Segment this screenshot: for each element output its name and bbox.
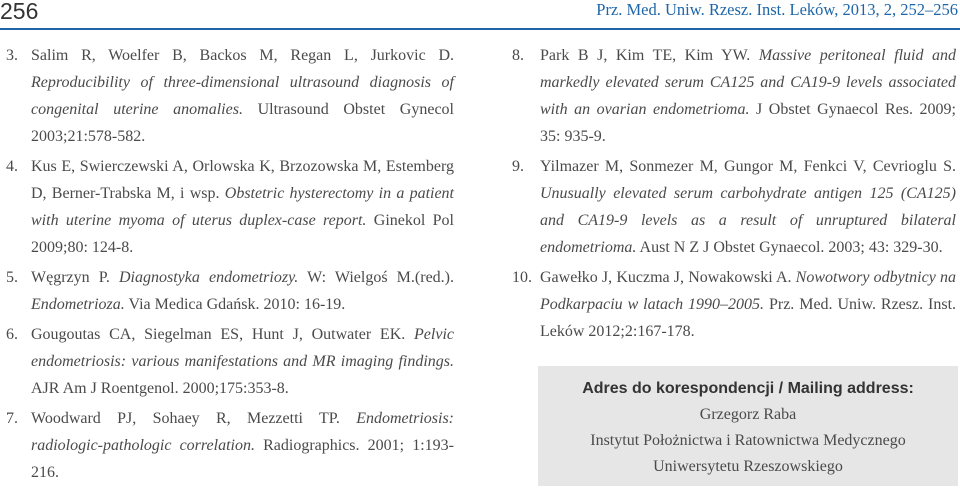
correspondence-title: Adres do korespondencji / Mailing address:: [582, 380, 914, 397]
correspondence-university: Uniwersytetu Rzeszowskiego: [653, 458, 843, 475]
reference-number: 6.: [6, 326, 18, 343]
reference-item-5: [6, 264, 454, 318]
correspondence-name: Grzegorz Raba: [699, 406, 797, 423]
reference-number: 9.: [512, 158, 524, 175]
reference-item-10: [512, 264, 956, 345]
page-number: 256: [0, 0, 39, 24]
reference-item-3: [6, 42, 454, 150]
reference-item-9: [512, 153, 956, 261]
header-rule: [0, 28, 960, 30]
reference-item-8: [512, 42, 956, 150]
reference-list-left: [6, 42, 454, 489]
reference-text: Park B J, Kim TE, Kim YW. Massive peritoneal fluid and markedly elevated serum CA125 and CA19-9 levels associated with an ovarian endometrioma. J Obstet Gynaecol Res. 2009; 35: 935-9.: [540, 47, 957, 145]
reference-item-4: [6, 153, 454, 261]
reference-item-6: [6, 321, 454, 402]
reference-text: Węgrzyn P. Diagnostyka endometriozy. W: Wielgoś M.(red.). Endometrioza. Via Medica Gdańsk. 2010: 16-19.: [31, 269, 454, 313]
reference-text: Yilmazer M, Sonmezer M, Gungor M, Fenkci V, Cevrioglu S. Unusually elevated serum carbohydrate antigen 125 (CA125) and CA19-9 levels as a result of unruptured bilateral endometrioma. Aust N Z J Obstet Gynaecol. 2003; 43: 329-30.: [540, 158, 956, 256]
reference-text: Gougoutas CA, Siegelman ES, Hunt J, Outwater EK. Pelvic endometriosis: various manifestations and MR imaging findings. AJR Am J Roentgenol. 2000;175:353-8.: [31, 326, 454, 397]
reference-number: 3.: [6, 47, 18, 64]
reference-number: 4.: [6, 158, 18, 175]
reference-text: Gawełko J, Kuczma J, Nowakowski A. Nowotwory odbytnicy na Podkarpaciu w latach 1990–2005. Prz. Med. Uniw. Rzesz. Inst. Leków 2012;2:167-178.: [540, 269, 957, 340]
reference-item-7: [6, 405, 454, 486]
reference-list-right: [512, 42, 956, 348]
reference-number: 10.: [512, 269, 532, 286]
reference-text: Woodward PJ, Sohaey R, Mezzetti TP. Endometriosis: radiologic-pathologic correlation. Radiographics. 2001; 1:193-216.: [31, 410, 455, 481]
reference-text: Salim R, Woelfer B, Backos M, Regan L, Jurkovic D. Reproducibility of three-dimensional ultrasound diagnosis of congenital uterine anomalies. Ultrasound Obstet Gynecol 2003;21:578-582.: [31, 47, 454, 145]
reference-number: 5.: [6, 269, 18, 286]
reference-number: 8.: [512, 47, 524, 64]
correspondence-box: [538, 366, 958, 486]
correspondence-institute: Instytut Położnictwa i Ratownictwa Medycznego: [590, 432, 906, 449]
running-head: Prz. Med. Uniw. Rzesz. Inst. Leków, 2013, 2, 252–256: [596, 0, 958, 19]
reference-text: Kus E, Swierczewski A, Orlowska K, Brzozowska M, Estemberg D, Berner-Trabska M, i wsp. Obstetric hysterectomy in a patient with uterine myoma of uterus duplex-case report. Ginekol Pol 2009;80: 124-8.: [31, 158, 455, 256]
reference-number: 7.: [6, 410, 18, 427]
